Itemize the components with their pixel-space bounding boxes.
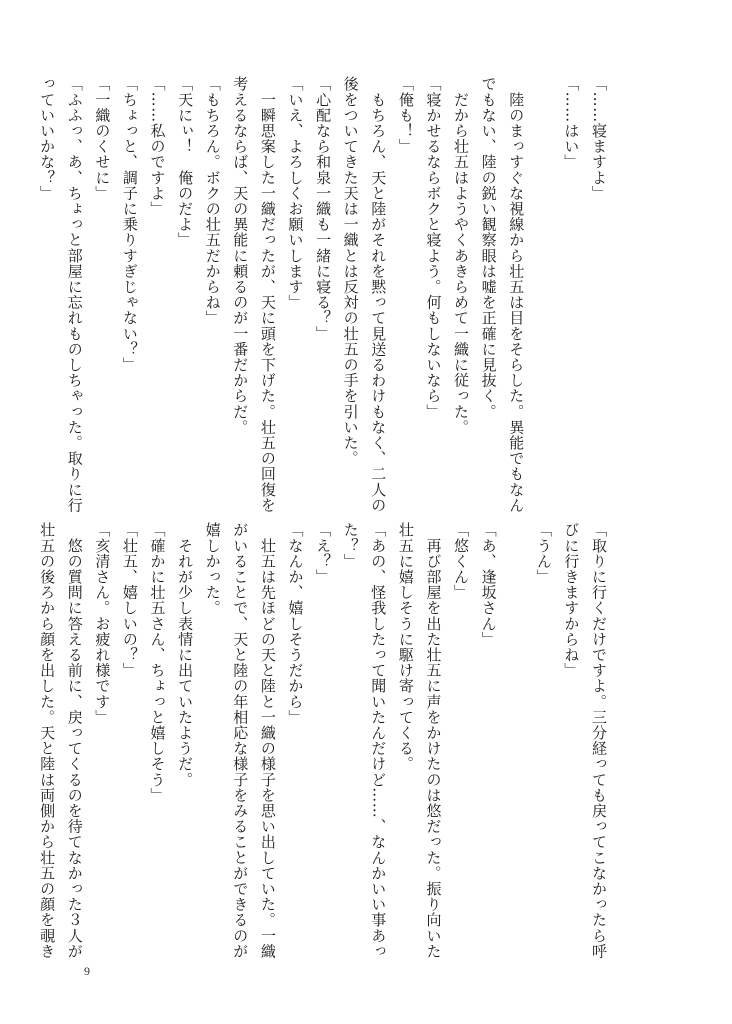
text-line: 「心配なら和泉一織も一緒に寝る？」 xyxy=(314,76,333,342)
text-line: 「あ、逢坂さん」 xyxy=(479,522,498,647)
text-line: びに行きますからね」 xyxy=(562,522,581,678)
text-line: 陸のまっすぐな視線から壮五は目をそらした。異能でもなん xyxy=(507,76,526,513)
text-line: 「え？」 xyxy=(314,522,333,585)
text-line: 「ふふっ、あ、ちょっと部屋に忘れものしちゃった。取りに行 xyxy=(65,76,84,513)
text-line: 「もちろん。ボクの壮五だからね」 xyxy=(203,76,222,326)
text-line: 嬉しかった。 xyxy=(203,522,222,616)
text-line: 「寝かせるならボクと寝よう。何もしないなら」 xyxy=(424,76,443,420)
text-line: 「壮五、嬉しいの？」 xyxy=(120,522,139,678)
text-line: 「ちょっと、調子に乗りすぎじゃない？」 xyxy=(120,76,139,373)
text-block-lower xyxy=(12,522,612,959)
text-line: 「あの、怪我したって聞いたんだけど……、なんかいい事あっ xyxy=(369,522,388,959)
text-line: 壮五は先ほどの天と陸と一織の様子を思い出していた。一織 xyxy=(258,522,277,959)
text-line: 「天にぃ！ 俺のだよ」 xyxy=(176,76,195,248)
text-line: 「うん」 xyxy=(534,522,553,585)
text-line: 「……寝ますよ」 xyxy=(590,76,608,201)
text-line: もちろん、天と陸がそれを黙って見送るわけもなく、二人の xyxy=(369,76,388,513)
page-number: 9 xyxy=(84,964,90,978)
text-line: 考えるならば、天の異能に頼るのが一番だからだ。 xyxy=(231,76,250,435)
text-line: 「一織のくせに」 xyxy=(93,76,112,201)
text-line: 悠の質問に答える前に、戻ってくるのを待てなかった３人が xyxy=(65,522,84,959)
text-line: 再び部屋を出た壮五に声をかけたのは悠だった。振り向いた xyxy=(424,522,443,959)
text-line: 「いえ、よろしくお願いします」 xyxy=(286,76,305,310)
text-line: それが少し表情に出ていたようだ。 xyxy=(176,522,195,788)
text-line: 「俺も！」 xyxy=(396,76,415,154)
text-line: がいることで、天と陸の年相応な様子をみることができるのが xyxy=(231,522,250,959)
text-line: 「取りに行くだけですよ。三分経っても戻ってこなかったら呼 xyxy=(590,522,608,959)
text-line: っていいかな？」 xyxy=(38,76,57,201)
text-line: 壮五の後ろから顔を出した。天と陸は両側から壮五の顔を覗き xyxy=(38,522,57,959)
text-line: 「亥清さん。お疲れ様です」 xyxy=(93,522,112,725)
text-line: 壮五に嬉しそうに駆け寄ってくる。 xyxy=(396,522,415,772)
text-line xyxy=(529,76,557,496)
text-line: 「……私のですよ」 xyxy=(148,76,167,217)
text-line: 「なんか、嬉しそうだから」 xyxy=(286,522,305,725)
text-line: た？」 xyxy=(341,522,360,569)
text-line: 「……はい」 xyxy=(562,76,581,170)
text-line xyxy=(502,522,530,954)
text-line: 一瞬思案した一織だったが、天に頭を下げた。壮五の回復を xyxy=(258,76,277,513)
text-line: 後をついてきた天は一織とは反対の壮五の手を引いた。 xyxy=(341,76,360,466)
text-line: 「確かに壮五さん、ちょっと嬉しそう」 xyxy=(148,522,167,803)
text-line: だから壮五はようやくあきらめて一織に従った。 xyxy=(452,76,471,435)
text-block-upper xyxy=(12,76,612,513)
text-line: でもない、陸の鋭い観察眼は嘘を正確に見抜く。 xyxy=(479,76,498,420)
text-line: 「悠くん」 xyxy=(452,522,471,600)
